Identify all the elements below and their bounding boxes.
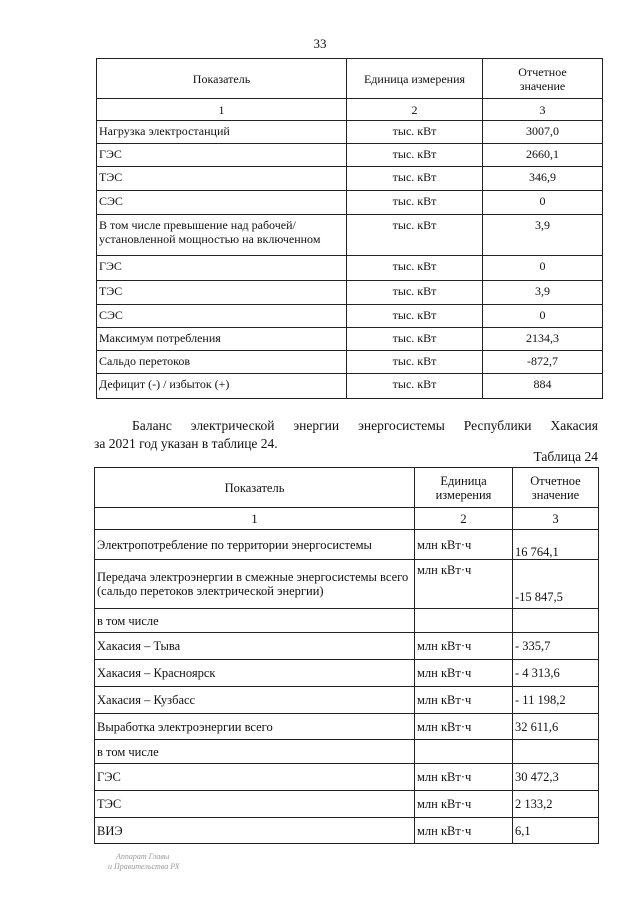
table-row <box>95 530 599 560</box>
row-unit: млн кВт·ч <box>415 687 513 714</box>
row-indicator: Выработка электроэнергии всего <box>95 714 415 740</box>
header-value: Отчетное значение <box>513 468 599 508</box>
row-value: 2 133,2 <box>513 791 599 818</box>
page-number: 33 <box>313 36 327 51</box>
row-unit: млн кВт·ч <box>415 791 513 818</box>
column-number: 2 <box>415 508 513 530</box>
row-value: 0 <box>483 305 603 328</box>
column-number: 2 <box>347 99 483 121</box>
row-unit: млн кВт·ч <box>415 560 513 609</box>
table-row <box>97 215 603 256</box>
table-row <box>97 351 603 374</box>
table-row <box>97 144 603 167</box>
row-indicator: Хакасия – Красноярск <box>95 660 415 687</box>
row-value <box>513 740 599 764</box>
table-row <box>95 687 599 714</box>
row-value: 30 472,3 <box>513 764 599 791</box>
row-value: 6,1 <box>513 818 599 844</box>
table-load-balance <box>96 58 603 399</box>
row-indicator: Максимум потребления <box>97 328 347 351</box>
table-row <box>95 609 599 633</box>
column-number-row <box>97 99 603 121</box>
stamp-line-1: Аппарат Главы <box>116 852 170 861</box>
row-unit: млн кВт·ч <box>415 660 513 687</box>
row-unit: тыс. кВт <box>347 191 483 215</box>
table-row <box>97 191 603 215</box>
row-indicator: ТЭС <box>97 167 347 191</box>
row-value: 3,9 <box>483 215 603 256</box>
row-value: 0 <box>483 191 603 215</box>
row-value: 346,9 <box>483 167 603 191</box>
header-indicator: Показатель <box>97 59 347 99</box>
column-number: 3 <box>483 99 603 121</box>
row-unit: тыс. кВт <box>347 167 483 191</box>
row-value: - 4 313,6 <box>513 660 599 687</box>
row-unit: тыс. кВт <box>347 281 483 305</box>
row-unit: млн кВт·ч <box>415 530 513 560</box>
row-indicator: СЭС <box>97 191 347 215</box>
row-indicator: Хакасия – Тыва <box>95 633 415 660</box>
row-indicator: ГЭС <box>97 144 347 167</box>
column-number: 3 <box>513 508 599 530</box>
column-number-row <box>95 508 599 530</box>
row-unit: тыс. кВт <box>347 144 483 167</box>
row-indicator: Хакасия – Кузбасс <box>95 687 415 714</box>
table-row <box>95 660 599 687</box>
row-value <box>513 609 599 633</box>
row-value: - 11 198,2 <box>513 687 599 714</box>
table-energy-balance <box>94 467 599 844</box>
row-value: 884 <box>483 374 603 399</box>
table-row <box>95 633 599 660</box>
row-indicator: Сальдо перетоков <box>97 351 347 374</box>
row-value: 2134,3 <box>483 328 603 351</box>
row-unit: млн кВт·ч <box>415 818 513 844</box>
header-indicator: Показатель <box>95 468 415 508</box>
row-unit: тыс. кВт <box>347 351 483 374</box>
table-row <box>95 791 599 818</box>
table-caption: Таблица 24 <box>533 449 598 464</box>
row-value: - 335,7 <box>513 633 599 660</box>
row-indicator: Нагрузка электростанций <box>97 121 347 144</box>
row-value: 16 764,1 <box>513 530 599 560</box>
column-number: 1 <box>95 508 415 530</box>
row-indicator: Передача электроэнергии в смежные энергосистемы всего (сальдо перетоков электрической энергии) <box>95 560 415 609</box>
row-unit: тыс. кВт <box>347 121 483 144</box>
table-row <box>97 121 603 144</box>
row-value: 2660,1 <box>483 144 603 167</box>
header-unit: Единица измерения <box>347 59 483 99</box>
row-value: -872,7 <box>483 351 603 374</box>
table-row <box>97 328 603 351</box>
row-unit: млн кВт·ч <box>415 764 513 791</box>
row-value: 0 <box>483 256 603 281</box>
row-unit: тыс. кВт <box>347 305 483 328</box>
row-indicator: ГЭС <box>97 256 347 281</box>
row-indicator: в том числе <box>95 609 415 633</box>
row-indicator: ГЭС <box>95 764 415 791</box>
row-value: -15 847,5 <box>513 560 599 609</box>
row-indicator: В том числе превышение над рабочей/ установленной мощностью на включенном <box>97 215 347 256</box>
row-unit <box>415 609 513 633</box>
table-row <box>97 374 603 399</box>
table-row <box>97 167 603 191</box>
row-unit: тыс. кВт <box>347 215 483 256</box>
row-indicator: ВИЭ <box>95 818 415 844</box>
row-value: 32 611,6 <box>513 714 599 740</box>
column-number: 1 <box>97 99 347 121</box>
paragraph-line-1: Баланс электрической энергии энергосистемы Республики Хакасия <box>132 418 598 433</box>
table-row <box>95 714 599 740</box>
row-unit <box>415 740 513 764</box>
row-indicator: ТЭС <box>95 791 415 818</box>
row-unit: тыс. кВт <box>347 256 483 281</box>
row-value: 3,9 <box>483 281 603 305</box>
row-unit: млн кВт·ч <box>415 633 513 660</box>
stamp-line-2: и Правительства РХ <box>108 862 180 871</box>
table-row <box>97 281 603 305</box>
row-unit: млн кВт·ч <box>415 714 513 740</box>
header-value: Отчетное значение <box>483 59 603 99</box>
row-value: 3007,0 <box>483 121 603 144</box>
row-unit: тыс. кВт <box>347 328 483 351</box>
table-header-row <box>95 468 599 508</box>
table-row <box>95 764 599 791</box>
header-unit: Единица измерения <box>415 468 513 508</box>
table-row <box>95 740 599 764</box>
table-row <box>97 305 603 328</box>
table-header-row <box>97 59 603 99</box>
row-indicator: в том числе <box>95 740 415 764</box>
row-indicator: Дефицит (-) / избыток (+) <box>97 374 347 399</box>
row-indicator: ТЭС <box>97 281 347 305</box>
table-row <box>97 256 603 281</box>
row-indicator: Электропотребление по территории энергосистемы <box>95 530 415 560</box>
row-indicator: СЭС <box>97 305 347 328</box>
paragraph-line-2: за 2021 год указан в таблице 24. <box>94 436 278 451</box>
row-unit: тыс. кВт <box>347 374 483 399</box>
table-row <box>95 560 599 609</box>
table-row <box>95 818 599 844</box>
